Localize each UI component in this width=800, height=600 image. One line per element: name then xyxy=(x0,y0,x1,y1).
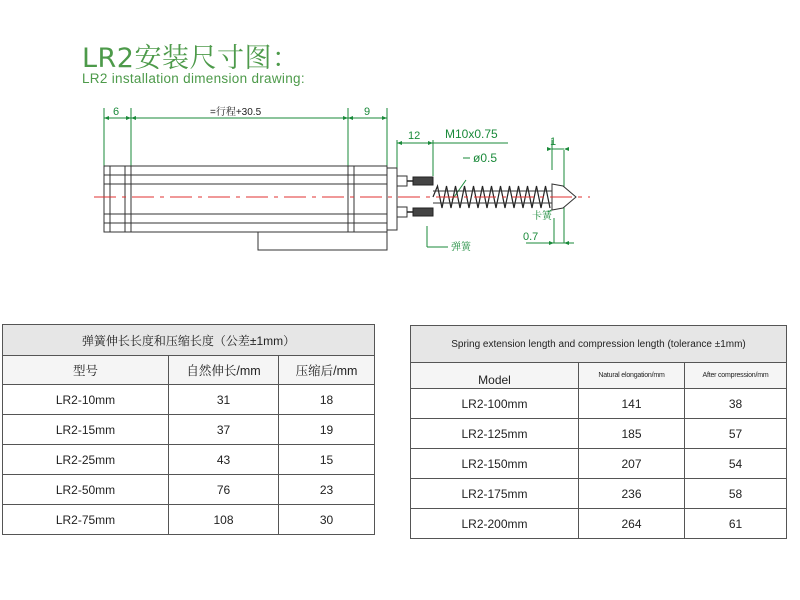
natural-cell: 31 xyxy=(169,385,279,415)
table-row xyxy=(411,509,787,539)
model-cell: LR2-10mm xyxy=(3,385,169,415)
table-row xyxy=(3,505,375,535)
dim-stroke-label: =行程+30.5 xyxy=(210,107,262,118)
compressed-cell: 19 xyxy=(279,415,375,445)
table-en-header-compressed: After compression/mm xyxy=(685,363,787,389)
thread-label: M10x0.75 xyxy=(445,127,498,141)
model-cell: LR2-100mm xyxy=(411,389,579,419)
table-cn-header-model: 型号 xyxy=(3,356,169,385)
model-cell: LR2-15mm xyxy=(3,415,169,445)
dim-9-label: 9 xyxy=(364,106,371,118)
model-cell: LR2-175mm xyxy=(411,479,579,509)
compressed-cell: 57 xyxy=(685,419,787,449)
dim-07-label: 0.7 xyxy=(523,231,539,243)
natural-cell: 207 xyxy=(579,449,685,479)
model-cell: LR2-150mm xyxy=(411,449,579,479)
compressed-cell: 15 xyxy=(279,445,375,475)
compressed-cell: 61 xyxy=(685,509,787,539)
model-cell: LR2-200mm xyxy=(411,509,579,539)
spring-label: 弹簧 xyxy=(451,242,471,253)
compressed-cell: 30 xyxy=(279,505,375,535)
model-cell: LR2-75mm xyxy=(3,505,169,535)
clip-label: 卡簧 xyxy=(532,211,552,222)
table-row xyxy=(411,479,787,509)
table-en-header-natural: Natural elongation/mm xyxy=(579,363,685,389)
table-cn-header-row xyxy=(3,356,375,385)
table-row xyxy=(411,389,787,419)
table-cn-title: 弹簧伸长长度和压缩长度（公差±1mm） xyxy=(3,325,375,356)
model-cell: LR2-125mm xyxy=(411,419,579,449)
table-row xyxy=(3,385,375,415)
compressed-cell: 38 xyxy=(685,389,787,419)
dim-6-label: 6 xyxy=(113,106,120,118)
dim-12-label: 12 xyxy=(408,130,421,142)
page-title: LR2安装尺寸图： xyxy=(82,43,300,74)
table-cn-header-natural: 自然伸长/mm xyxy=(169,356,279,385)
table-en-header-row xyxy=(411,363,787,389)
diameter-label: ø0.5 xyxy=(473,151,498,165)
table-row xyxy=(3,475,375,505)
spring-length-table-cn xyxy=(2,324,375,535)
table-en-title: Spring extension length and compression length (tolerance ±1mm) xyxy=(411,326,787,363)
spring-length-table-en xyxy=(410,325,787,539)
table-en-header-model: Model xyxy=(411,363,579,389)
table-cn-header-compressed: 压缩后/mm xyxy=(279,356,375,385)
compressed-cell: 23 xyxy=(279,475,375,505)
natural-cell: 185 xyxy=(579,419,685,449)
natural-cell: 37 xyxy=(169,415,279,445)
natural-cell: 76 xyxy=(169,475,279,505)
natural-cell: 141 xyxy=(579,389,685,419)
sensor-body xyxy=(104,166,407,250)
natural-cell: 43 xyxy=(169,445,279,475)
model-cell: LR2-25mm xyxy=(3,445,169,475)
compressed-cell: 58 xyxy=(685,479,787,509)
natural-cell: 108 xyxy=(169,505,279,535)
natural-cell: 236 xyxy=(579,479,685,509)
compressed-cell: 54 xyxy=(685,449,787,479)
compressed-cell: 18 xyxy=(279,385,375,415)
dim-1-label: 1 xyxy=(550,136,557,148)
table-row xyxy=(3,415,375,445)
model-cell: LR2-50mm xyxy=(3,475,169,505)
table-row xyxy=(3,445,375,475)
table-row xyxy=(411,419,787,449)
table-row xyxy=(411,449,787,479)
page-subtitle: LR2 installation dimension drawing: xyxy=(82,71,305,86)
natural-cell: 264 xyxy=(579,509,685,539)
